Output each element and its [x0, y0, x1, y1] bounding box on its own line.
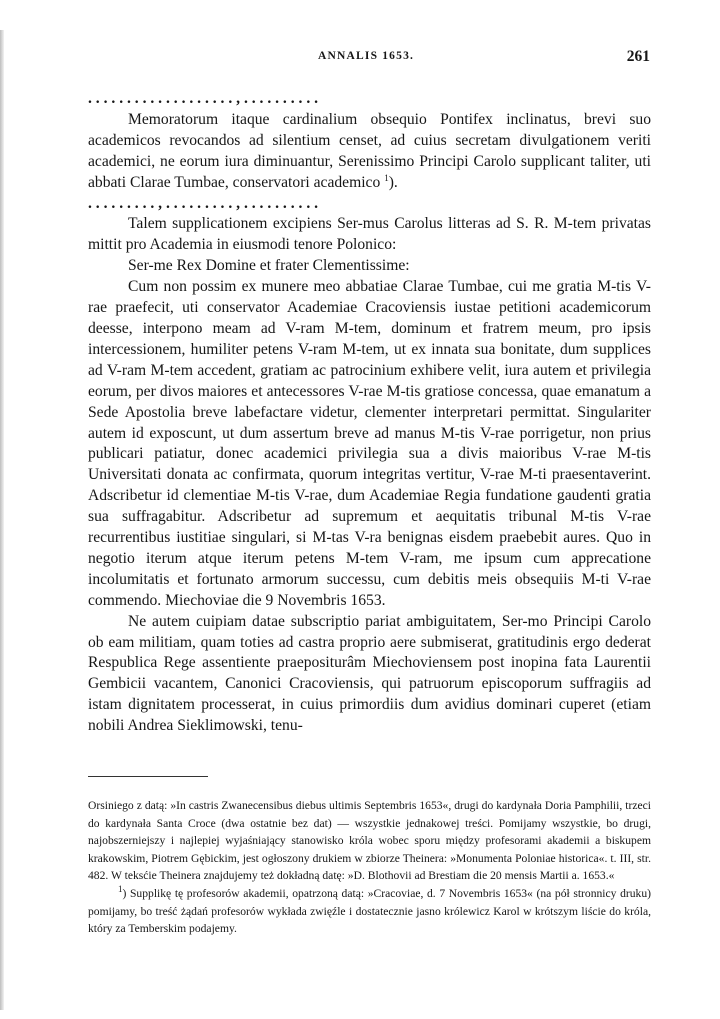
main-text [88, 89, 651, 737]
footnote-reference: 1 [384, 172, 389, 183]
paragraph-text: Memoratorum itaque cardinalium obsequio Pontifex inclinatus, brevi suo academicos revocandos ad silentium censet, ad cuius secretam divulgationem veriti academici, ne eorum iura diminuantur, Serenissimo Principi Carolo supplicant taliter, uti abbati Clarae Tumbae, conservatori academico [88, 110, 651, 191]
footnote-1 [88, 885, 651, 938]
letter-body: Cum non possim ex munere meo abbatiae Clarae Tumbae, cui me gratia M-tis V-rae praefecit, uti conservator Academiae Cracoviensis iustae petitioni academicorum deesse, interpono meam ad V-ram M-tem, dominum et fratrem meum, pro ipsis intercessionem, humiliter petens V-ram M-tem, ut ex innata sua bonitate, dum supplices ad V-ram M-tem accedent, gratiam ac patrocinium exhibere velit, iura autem et privilegia eorum, per divos maiores et antecessores V-rae M-tis gratiose concessa, quae emanatum a Sede Apostolia breve labefactare videtur, clementer interpretari permittat. Singulariter autem id exposcunt, ut dum assertum breve ad manus M-tis V-rae porrigetur, non prius publicari patiatur, donec academici privilegia sua a divis maioribus V-rae M-tis Universitati donata ac confirmata, quorum integritas vertitur, V-rae M-ti praesentaverint. Adscribetur id clementiae M-tis V-rae, dum Academiae Regia fundatione gaudenti gratia sua suffragabitur. Adscribetur ad supremum et aequitatis tribunal M-tis V-rae recurrentibus iustitiae singulari, si M-tas V-ra benignas eisdem praebebit aures. Quo in negotio iterum atque iterum petens M-tem V-ram, me ipsum cum apprecatione incolumitatis et fortunato armorum successu, cum debitis meis obsequiis M-ti V-rae commendo. Miechoviae die 9 Novembris 1653. [88, 278, 651, 609]
footnotes [88, 797, 651, 938]
running-title: ANNALIS 1653. [318, 50, 415, 62]
footnote-continued: Orsiniego z datą: »In castris Zwanecensibus diebus ultimis Septembris 1653«, drugi do kardynała Doria Pamphilii, trzeci do kardynała Santa Croce (dwa ostatnie bez dat) — wszystkie jednakowej treści. Pomijamy wszystkie, bo drugi, najobszerniejszy i najlepiej wyjaśniający stanowisko króla wobec sporu między profesorami akademii a biskupem krakowskim, Piotrem Gębickim, jest ogłoszony drukiem w zbiorze Theinera: »Monumenta Poloniae historica«. t. III, str. 482. W teksćie Theinera znajdujemy też dokładną datę: »D. Blothovii ad Brestiam die 20 mensis Martii a. 1653.« [88, 799, 651, 883]
page-number: 261 [626, 48, 650, 65]
paragraph: Ne autem cuipiam datae subscriptio pariat ambiguitatem, Ser-mo Principi Carolo ob eam militiam, quam toties ad castra proprio aere submiserat, gratitudinis ergo dederat Respublica Rege assentiente praepositurâm Miechoviensem post inopina fata Laurentii Gembicii vacantem, Canonici Cracoviensis, qui patruorum episcoporum suffragiis ad istam dignitatem processerat, in cuius primordiis dum avidius dominari cuperet (etiam nobili Andrea Sieklimowski, tenu- [88, 612, 651, 735]
paragraph-text-end: ). [388, 173, 398, 191]
ellipsis-line: . . . . . . . . . . . . . . . . . . . , . . . . . . . . . . [88, 90, 319, 107]
page-binding-edge [0, 30, 4, 1010]
paragraph: Talem supplicationem excipiens Ser-mus Carolus litteras ad S. R. M-tem privatas mittit pro Academia in eiusmodi tenore Polonico: [88, 215, 651, 254]
footnote-divider [88, 776, 208, 777]
footnote-1-text: ) Supplikę tę profesorów akademii, opatrzoną datą: »Cracoviae, d. 7 Novembris 1653« (na pół stronnicy druku) pomijamy, bo treść żądań profesorów wykłada zwięźle i dostatecznie jasno królewicz Karol w krótszym liście do króla, który za Temberskim podajemy. [88, 886, 651, 936]
footnote-marker: 1 [118, 884, 123, 895]
letter-salutation: Ser-me Rex Domine et frater Clementissime: [128, 257, 410, 275]
ellipsis-line: . . . . . . . . . , . . . . . . . . . , . . . . . . . . . . [88, 194, 319, 212]
paragraph [88, 110, 651, 194]
